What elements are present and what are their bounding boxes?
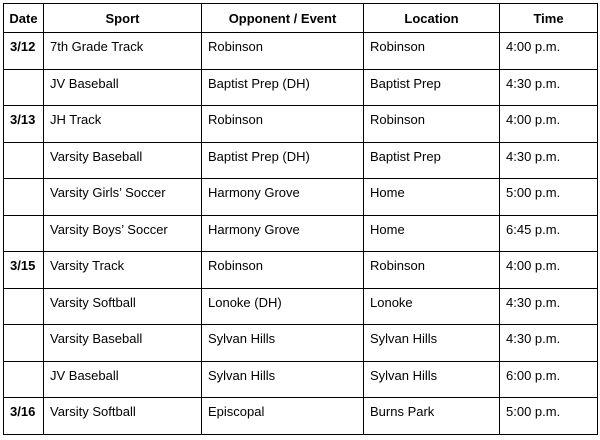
cell-sport: JH Track bbox=[44, 106, 202, 143]
table-row bbox=[4, 288, 598, 325]
header-sport: Sport bbox=[44, 4, 202, 33]
cell-date bbox=[4, 361, 44, 398]
cell-opponent: Episcopal bbox=[202, 398, 364, 435]
cell-date bbox=[4, 325, 44, 362]
cell-date: 3/16 bbox=[4, 398, 44, 435]
cell-opponent: Baptist Prep (DH) bbox=[202, 69, 364, 106]
cell-time: 4:30 p.m. bbox=[500, 69, 598, 106]
cell-location: Sylvan Hills bbox=[364, 325, 500, 362]
table-row bbox=[4, 142, 598, 179]
cell-location: Sylvan Hills bbox=[364, 361, 500, 398]
cell-time: 6:45 p.m. bbox=[500, 215, 598, 252]
cell-sport: Varsity Track bbox=[44, 252, 202, 289]
cell-opponent: Sylvan Hills bbox=[202, 361, 364, 398]
cell-sport: Varsity Girls’ Soccer bbox=[44, 179, 202, 216]
cell-date bbox=[4, 142, 44, 179]
table-row bbox=[4, 252, 598, 289]
cell-date: 3/12 bbox=[4, 33, 44, 70]
cell-time: 4:00 p.m. bbox=[500, 252, 598, 289]
cell-opponent: Robinson bbox=[202, 33, 364, 70]
table-row bbox=[4, 69, 598, 106]
cell-location: Baptist Prep bbox=[364, 142, 500, 179]
cell-location: Home bbox=[364, 179, 500, 216]
cell-location: Burns Park bbox=[364, 398, 500, 435]
cell-opponent: Robinson bbox=[202, 106, 364, 143]
cell-sport: Varsity Softball bbox=[44, 288, 202, 325]
cell-location: Baptist Prep bbox=[364, 69, 500, 106]
cell-time: 4:00 p.m. bbox=[500, 106, 598, 143]
header-date: Date bbox=[4, 4, 44, 33]
cell-sport: Varsity Baseball bbox=[44, 142, 202, 179]
table-row bbox=[4, 215, 598, 252]
header-time: Time bbox=[500, 4, 598, 33]
cell-location: Robinson bbox=[364, 106, 500, 143]
cell-time: 6:00 p.m. bbox=[500, 361, 598, 398]
cell-time: 4:30 p.m. bbox=[500, 288, 598, 325]
cell-location: Robinson bbox=[364, 252, 500, 289]
cell-sport: 7th Grade Track bbox=[44, 33, 202, 70]
cell-date bbox=[4, 288, 44, 325]
cell-date bbox=[4, 69, 44, 106]
cell-time: 4:00 p.m. bbox=[500, 33, 598, 70]
cell-opponent: Harmony Grove bbox=[202, 215, 364, 252]
cell-opponent: Harmony Grove bbox=[202, 179, 364, 216]
cell-opponent: Robinson bbox=[202, 252, 364, 289]
table-row bbox=[4, 33, 598, 70]
cell-opponent: Lonoke (DH) bbox=[202, 288, 364, 325]
table-row bbox=[4, 361, 598, 398]
table-row bbox=[4, 398, 598, 435]
header-opponent: Opponent / Event bbox=[202, 4, 364, 33]
cell-time: 4:30 p.m. bbox=[500, 325, 598, 362]
cell-location: Robinson bbox=[364, 33, 500, 70]
cell-sport: Varsity Baseball bbox=[44, 325, 202, 362]
cell-opponent: Baptist Prep (DH) bbox=[202, 142, 364, 179]
cell-date: 3/15 bbox=[4, 252, 44, 289]
cell-sport: JV Baseball bbox=[44, 69, 202, 106]
cell-location: Lonoke bbox=[364, 288, 500, 325]
schedule-table bbox=[3, 3, 598, 435]
cell-sport: Varsity Softball bbox=[44, 398, 202, 435]
header-location: Location bbox=[364, 4, 500, 33]
cell-date bbox=[4, 179, 44, 216]
cell-time: 5:00 p.m. bbox=[500, 179, 598, 216]
cell-date bbox=[4, 215, 44, 252]
header-row bbox=[4, 4, 598, 33]
cell-sport: Varsity Boys’ Soccer bbox=[44, 215, 202, 252]
table-row bbox=[4, 325, 598, 362]
table-row bbox=[4, 179, 598, 216]
cell-opponent: Sylvan Hills bbox=[202, 325, 364, 362]
cell-time: 5:00 p.m. bbox=[500, 398, 598, 435]
schedule-body bbox=[4, 33, 598, 435]
cell-location: Home bbox=[364, 215, 500, 252]
cell-time: 4:30 p.m. bbox=[500, 142, 598, 179]
cell-date: 3/13 bbox=[4, 106, 44, 143]
table-row bbox=[4, 106, 598, 143]
cell-sport: JV Baseball bbox=[44, 361, 202, 398]
